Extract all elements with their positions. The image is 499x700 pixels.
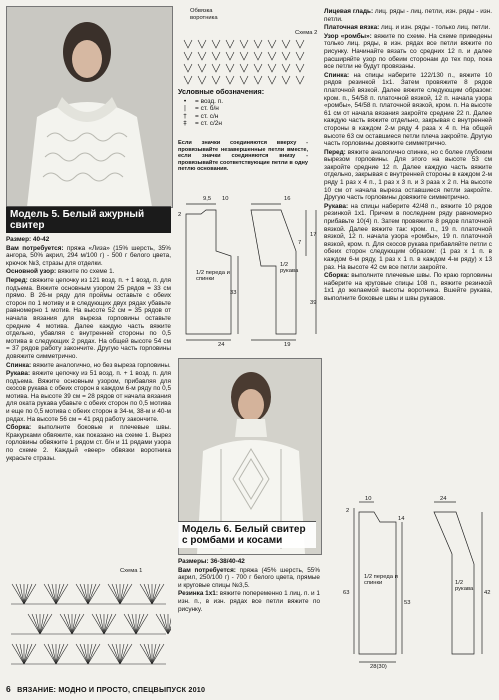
half-sleeve-label: 1/2 рукава [280,262,299,274]
model5-sleeve-text: вяжите цепочку из 51 возд. п. + 1 возд. п. для подъема. Вяжите основным узором, прибавляя для скосов рукава с обеих сторон в каждом 6-м ряду по 0,5 мотива. На высоте 39 см = 28 рядов от начала вязания для оката рукава убавьте с обеих сторон по 0,5 мотива и еще по 0,5 мотива с обеих сторон в 34-м, 38-м и 40-м рядах. На высоте 56 см = 41 ряд работу закончите. [6,370,172,423]
stitch-vee [296,40,304,48]
dim-label: 24 [218,342,225,348]
model6-needs-label: Вам потребуется: [178,566,236,574]
model5-assembly [6,424,171,462]
fan-stitch [56,644,64,664]
model5-caption-text: Модель 5. Белый ажурный свитер [10,209,145,231]
dim-label: 16 [284,196,291,202]
model5-size: Размер: 40-42 [6,236,50,243]
fan-stitch [112,644,120,664]
double-crochet-icon: † [183,111,187,120]
fan-stitch [120,584,128,604]
stitch-vee [268,76,276,84]
stitch-vee [296,64,304,72]
stitch-vee [184,52,192,60]
fan-stitch [152,644,160,664]
single-crochet-icon: | [183,104,187,113]
fan-stitch [80,644,88,664]
dim-label: 2 [346,508,350,514]
model6-assembly [324,272,492,302]
model6-caption-text: Модель 6. Белый свитер с ромбами и косами [182,524,306,546]
collar-label: Обвязка воротника [190,8,218,21]
fan-stitch [24,584,32,604]
model6-face-label: Лицевая гладь: [324,8,374,15]
model6-plat-label: Платочная вязка: [324,24,380,32]
stitch-vee [184,64,192,72]
model6-front-text: вяжите аналогично спинке, но с более глубоким вырезом горловины. Для этого на высоте 53 см закройте средние 12 п. Далее каждую часть вяжите отдельно, закрывая с внутренней стороны в каждом 2-м ряду 1 раз х 4 п., 1 раз х 3 п. и 3 раза х 2 п. На высоте 10 см от начала выреза оставшиеся петли закройте. Другую часть горловины довяжите симметрично. [324,148,492,202]
model6-back [324,72,492,148]
model5-main-text: вяжите по схеме 1. [57,268,115,276]
stitch-vee [198,64,206,72]
half-front-back-label: 1/2 переда и спинки [364,574,398,586]
stitch-vee [226,52,234,60]
model6-face-text: лиц. ряды - лиц. петли, изн. ряды - изн. петли. [324,8,493,23]
model6-caption [178,521,316,548]
stitch-vee [212,64,220,72]
model5-needs-text: пряжа «Лиза» (15% шерсть, 35% ангора, 50% акрил, 294 м/100 г) - 500 г белого цвета, крючок №3, стразы для отделки. [6,244,171,267]
dim-label: 33 [230,290,237,296]
fan-stitch [40,614,48,634]
model6-intro [178,558,320,614]
fan-stitch [72,614,80,634]
model5-photo-drawing [7,7,172,207]
model5-assembly-text: выполните боковые и плечевые швы. Кракурками обвяжите, как показано на схеме 1. Вырез горловины обвяжите 1 рядом ст. б/н и 11 рядами узора по схеме 2. Каждый «веер» обвязки воротника украсьте стразы. [6,424,171,462]
stitch-vee [198,40,206,48]
model6-rib-text: вяжите попеременно 1 лиц. п. и 1 изн. п., в изн. рядах все петли вяжите по рисунку. [178,590,320,613]
scheme1-chart [6,574,171,674]
dim-label: 19 [284,342,291,348]
scheme1-title: Схема 1 [120,568,143,574]
chain-stitch-icon: • [183,96,187,105]
model6-romb-label: Узор «ромбы»: [324,32,372,40]
footer-text: ВЯЗАНИЕ: МОДНО И ПРОСТО, СПЕЦВЫПУСК 2010 [17,685,206,694]
model6-assembly-label: Сборка: [324,272,350,280]
model6-rib [178,590,320,613]
dim-label: 53 [404,600,411,606]
stitch-vee [296,52,304,60]
stitch-vee [198,52,206,60]
model6-front-label: Перед: [324,148,346,156]
fan-stitch [120,644,128,664]
model6-assembly-text: выполните плечевые швы. По краю горловины наберите на круговые спицы 108 п., вяжите резинкой 1х1 до желаемой высоты воротника. Вшейте рукава, выполните боковые швы и швы рукавов. [324,272,492,302]
stitch-vee [282,76,290,84]
scheme2-chart [180,28,310,86]
model5-sleeve-label: Рукава: [6,370,31,378]
fan-stitch [24,644,32,664]
model6-sleeve [324,203,492,271]
dim-label: 7 [298,240,302,246]
fan-stitch [48,584,56,604]
model5-main-label: Основной узор: [6,268,57,276]
model6-plat [324,24,492,32]
dim-label: 17 [310,232,317,238]
fan-stitch [144,644,152,664]
stitch-vee [268,52,276,60]
stitch-vee [226,64,234,72]
dim-label: 14 [398,516,405,522]
model5-sleeve [6,370,171,423]
stitch-vee [184,40,192,48]
stitch-vee [226,40,234,48]
dim-label: 42 [484,590,491,596]
stitch-vee [240,76,248,84]
stitch-vee [268,64,276,72]
stitch-vee [184,76,192,84]
dim-label: 39 [310,300,317,306]
model5-back-label: Спинка: [6,361,32,369]
legend-row [178,98,264,106]
model6-rib-label: Резинка 1х1: [178,590,218,598]
fan-stitch [64,614,72,634]
dim-label: 24 [440,496,447,502]
symbols-legend [178,88,264,128]
stitch-vee [240,64,248,72]
stitch-vee [254,52,262,60]
dim-label: 63 [343,590,350,596]
model5-back-text: вяжите аналогично, но без выреза горловины. [32,361,171,369]
legend-row [178,113,264,121]
fan-stitch [144,584,152,604]
half-sleeve-label: 1/2 рукава [455,580,474,592]
model6-size: Размеры: 36-38/40-42 [178,558,245,565]
fan-stitch [88,644,96,664]
model5-back [6,362,171,370]
legend-note: Если значки соединяются вверху - провязывайте незавершенные петли вместе, если значки соединяются внизу - провязывайте соответствующие петли в одну петлю основания. [178,140,308,173]
model5-front-text: свяжите цепочку из 121 возд. п. + 1 возд. п. для подъема. Вяжите основным узором 25 рядов = 33 см прямо. В 26-м ряду для проймы оставьте с обеих сторон по 1 мотиву и в следующих двух рядах убавьте равномерно 1 мотив. На высоте 52 см = 35 рядов от начала вязания для выреза горловины оставьте средние 4 мотива. Далее каждую часть вяжите отдельно, убавляя с внутренней стороны по 0,5 мотива в следующих 2 рядах. На общей высоте 54 см = 37 рядов работу закончите. Другую часть горловины довяжите симметрично. [6,276,172,360]
model6-needs-text: пряжа (45% шерсть, 55% акрил, 250/100 г) - 700 г белого цвета, прямые и круговые спицы №3,5. [178,566,321,589]
legend-text: = ст. с/н [195,112,219,120]
model6-sleeve-label: Рукава: [324,202,349,210]
legend-text: = ст. б/н [195,105,219,113]
model6-back-text: на спицы наберите 122/130 п., вяжите 10 рядов резинкой 1х1. Затем провяжите 8 рядов платочной вязкой. Далее вяжите следующим образом: кром. п., 54/58 п. платочной вязкой, 12 п. начала узора «ромбы», 54/58 п. платочной вязкой, кром. п. На высоте 61 см от начала вязания закройте средние 22 п. Далее каждую часть вяжите отдельно, закрывая с внутренней стороны в каждом 2-м ряду 4 раза х 4 п. На общей высоте 63 см оставшиеся петли плеча закройте. Другую часть горловины довяжите симметрично. [324,71,492,148]
stitch-vee [254,76,262,84]
model5-instructions [6,236,171,463]
stitch-vee [282,40,290,48]
stitch-vee [254,40,262,48]
dim-label: 9,5 [203,196,212,202]
dim-label: 10 [222,196,229,202]
model6-romb [324,33,492,71]
model5-needs-label: Вам потребуется: [6,244,64,252]
model5-front-label: Перед: [6,276,28,284]
model5-needs [6,245,171,268]
dim-label: 10 [365,496,372,502]
page-footer [6,684,205,694]
fan-stitch [104,614,112,634]
fan-stitch [152,584,160,604]
model6-instructions [324,8,492,304]
stitch-vee [198,76,206,84]
scheme2-title: Схема 2 [295,30,318,36]
stitch-vee [282,52,290,60]
stitch-vee [212,40,220,48]
fan-stitch [88,584,96,604]
legend-row [178,105,264,113]
model5-caption [6,206,171,233]
dim-label: 2 [178,212,182,218]
fan-stitch [32,614,40,634]
legend-text: = ст. с/2н [195,120,222,128]
model6-front [324,149,492,202]
fan-stitch [136,614,144,634]
fan-stitch [16,644,24,664]
fan-stitch [56,584,64,604]
legend-title: Условные обозначения: [178,87,265,96]
model5-front [6,277,171,361]
page-number: 6 [6,684,11,694]
model6-needs [178,567,320,590]
stitch-vee [282,64,290,72]
stitch-vee [226,76,234,84]
fan-stitch [112,584,120,604]
stitch-vee [254,64,262,72]
stitch-vee [296,76,304,84]
model6-back-label: Спинка: [324,71,350,79]
stitch-vee [240,40,248,48]
model6-plat-text: лиц. и изн. ряды - только лиц. петли. [381,24,491,32]
fan-stitch [80,584,88,604]
stitch-vee [268,40,276,48]
legend-text: = возд. п. [195,97,224,105]
model6-face [324,8,492,23]
stitch-vee [212,76,220,84]
model5-photo [6,6,173,208]
dim-label: 28(30) [370,664,387,670]
treble-crochet-icon: ‡ [183,119,187,128]
model5-main [6,268,171,276]
model6-romb-text: вяжите по схеме. На схеме приведены только лиц. ряды, в изн. рядах все петли вяжите по рисунку. Начинайте вязать со средних 12 п. и далее расширяйте узор по обеим сторонам до тех пор, пока все петли не будут провязаны. [324,32,492,71]
stitch-vee [240,52,248,60]
model6-sleeve-text: на спицы наберите 42/48 п., вяжите 10 рядов резинкой 1х1. Причем в последнем ряду равномерно прибавьте 10(4) п. Затем провяжите 8 рядов платочной вязкой. Далее вяжите так: кром. п., 19 п. платочной вязкой, 12 п. начала узора «ромбы», 19 п. платочной вязкой, кром. п. Для скосов рукава прибавляйте петли с обеих сторон следующим образом: (1 раз х 1 п. в каждом 6-м ряду, 1 раз х 1 п. в каждом 4-м ряду) х 13 раз. На высоте 42 см все петли закройте. [324,202,492,271]
model5-assembly-label: Сборка: [6,424,32,432]
fan-stitch [48,644,56,664]
fan-stitch [96,614,104,634]
stitch-vee [212,52,220,60]
fan-stitch [16,584,24,604]
fan-stitch [160,614,168,634]
half-front-back-label: 1/2 переда и спинки [196,270,230,282]
legend-row [178,120,264,128]
fan-stitch [128,614,136,634]
